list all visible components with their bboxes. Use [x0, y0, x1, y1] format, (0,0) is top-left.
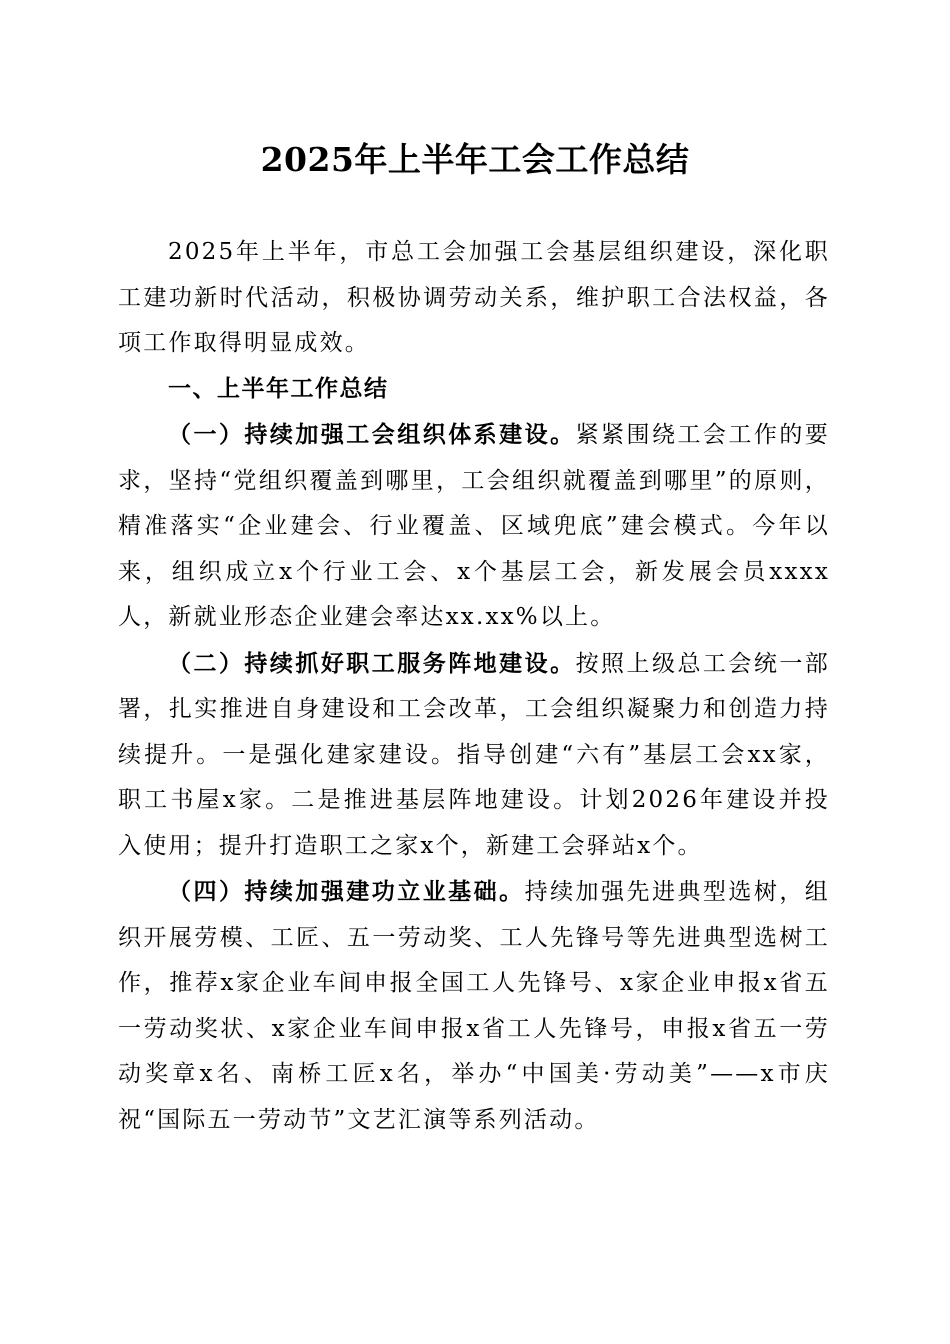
intro-paragraph: 2025年上半年，市总工会加强工会基层组织建设，深化职工建功新时代活动，积极协调劳动关系，维护职工合法权益，各项工作取得明显成效。	[118, 239, 830, 356]
paragraph-2	[118, 641, 830, 870]
document-title: 2025年上半年工会工作总结	[260, 140, 690, 179]
paragraph-1-text: 紧紧围绕工会工作的要求，坚持“党组织覆盖到哪里，工会组织就覆盖到哪里”的原则，精准落实“企业建会、行业覆盖、区域兜底”建会模式。今年以来，组织成立x个行业工会、x个基层工会，新发展会员xxxx人，新就业形态企业建会率达xx.xx%以上。	[118, 422, 831, 630]
paragraph-2-lead: （二）持续抓好职工服务阵地建设。	[168, 649, 576, 677]
paragraph-3-lead: （四）持续加强建功立业基础。	[168, 878, 525, 905]
document-body	[118, 230, 830, 1143]
section-heading: 一、上半年工作总结	[168, 375, 389, 402]
paragraph-3-text: 持续加强先进典型选树，组织开展劳模、工匠、五一劳动奖、工人先锋号等先进典型选树工作，推荐x家企业车间申报全国工人先锋号、x家企业申报x省五一劳动奖状、x家企业车间申报x省工人先锋号，申报x省五一劳动奖章x名、南桥工匠x名，举办“中国美·劳动美”——x市庆祝“国际五一劳动节”文艺汇演等系列活动。	[118, 879, 830, 1133]
paragraph-2-text: 按照上级总工会统一部署，扎实推进自身建设和工会改革，工会组织凝聚力和创造力持续提升。一是强化建家建设。指导创建“六有”基层工会xx家，职工书屋x家。二是推进基层阵地建设。计划2026年建设并投入使用；提升打造职工之家x个，新建工会驿站x个。	[118, 650, 831, 859]
paragraph-3	[118, 869, 830, 1143]
paragraph-1	[118, 412, 830, 641]
paragraph-1-lead: （一）持续加强工会组织体系建设。	[168, 421, 576, 448]
